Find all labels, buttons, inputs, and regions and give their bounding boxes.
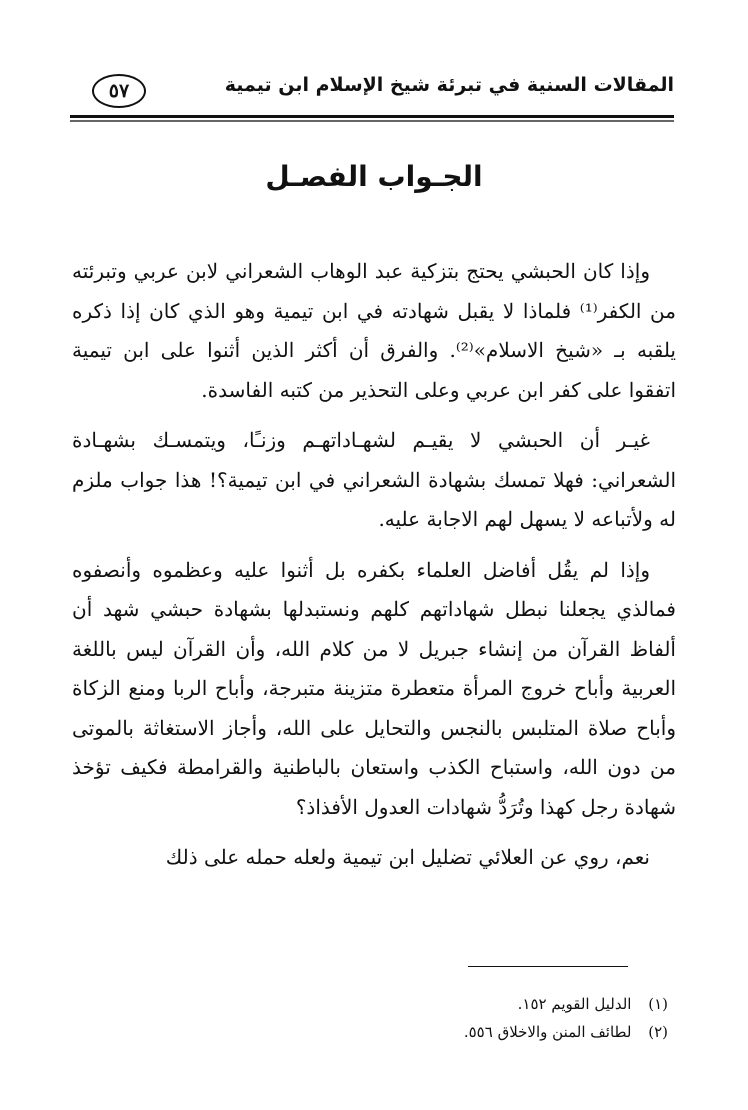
footnote-number: (٢) xyxy=(648,1023,668,1041)
footnotes xyxy=(100,990,668,1046)
footnote-text: لطائف المنن والاخلاق ٥٥٦. xyxy=(463,1023,632,1041)
footnote-separator xyxy=(468,966,628,967)
running-title: المقالات السنية في تبرئة شيخ الإسلام ابن تيمية xyxy=(224,74,674,96)
body-text xyxy=(72,252,676,889)
header-rule-thin xyxy=(70,120,674,122)
footnote xyxy=(100,990,668,1018)
paragraph: غيـر أن الحبشي لا يقيـم لشهـاداتهـم وزنـًا، ويتمسـك بشهـادة الشعراني: فهلا تمسك بشهادة الشعراني في ابن تيمية؟! هذا جواب ملزم له ولأتباعه لا يسهل لهم الاجابة عليه. xyxy=(72,428,676,531)
chapter-title: الجـواب الفصـل xyxy=(265,160,483,193)
paragraph: وإذا لم يقُل أفاضل العلماء بكفره بل أثنوا عليه وعظموه وأنصفوه فمالذي يجعلنا نبطل شهاداتهم كلهم ونستبدلها بشهادة حبشي شهد أن ألفاظ القرآن من إنشاء جبريل لا من كلام الله، وأن القرآن ليس باللغة العربية وأباح خروج المرأة متعطرة متزينة متبرجة، وأباح الربا ومنع الزكاة وأباح صلاة المتلبس بالنجس والتحايل على الله، وأجاز الاستغاثة بالموتى من دون الله، واستباح الكذب واستعان بالباطنية والقرامطة فكيف تؤخذ شهادة رجل كهذا وتُرَدُّ شهادات العدول الأفذاذ؟ xyxy=(72,557,676,819)
footnote xyxy=(100,1018,668,1046)
page-header xyxy=(70,70,674,114)
footnote-number: (١) xyxy=(648,995,668,1013)
paragraph: وإذا كان الحبشي يحتج بتزكية عبد الوهاب الشعراني لابن عربي وتبرئته من الكفر⁽¹⁾ فلماذا لا يقبل شهادته في ابن تيمية وهو الذي كان إذا ذكره يلقبه بـ «شيخ الاسلام»⁽²⁾. والفرق أن أكثر الذين أثنوا على ابن تيمية اتفقوا على كفر ابن عربي وعلى التحذير من كتبه الفاسدة. xyxy=(72,259,677,402)
page-number: ٥٧ xyxy=(92,74,146,108)
header-rule xyxy=(70,115,674,118)
paragraph: نعم، روي عن العلائي تضليل ابن تيمية ولعله حمله على ذلك xyxy=(165,845,650,869)
footnote-text: الدليل القويم ١٥٢. xyxy=(517,995,632,1013)
